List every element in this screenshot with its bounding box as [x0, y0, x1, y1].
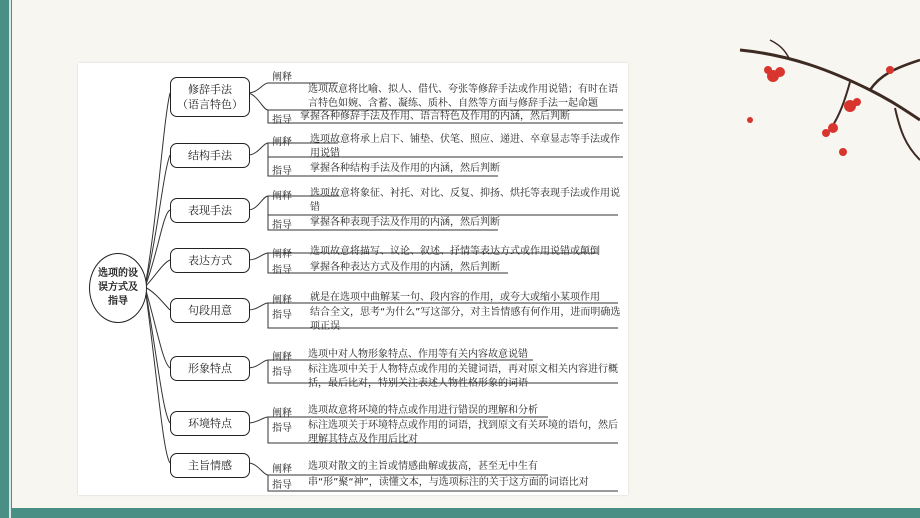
guide-label: 指导	[272, 310, 292, 321]
category-label: 环境特点	[188, 417, 232, 430]
category-rhetoric	[170, 77, 250, 117]
explain-text: 选项对散文的主旨或情感曲解或拔高，甚至无中生有	[308, 461, 538, 472]
guide-label: 指导	[272, 220, 292, 231]
guide-text: 掌握各种结构手法及作用的内涵，然后判断	[310, 163, 500, 174]
explain-label: 阐释	[272, 249, 292, 260]
category-sentence-intent	[170, 298, 250, 323]
explain-label: 阐释	[272, 72, 292, 83]
guide-text: 掌握各种表达方式及作用的内涵，然后判断	[310, 262, 500, 273]
guide-text: 掌握各种表现手法及作用的内涵，然后判断	[310, 217, 500, 228]
category-label: 形象特点	[188, 362, 232, 375]
guide-text: 串“形”聚“神”，读懂文本，与选项标注的关于这方面的词语比对	[308, 477, 589, 488]
frame-bottom-bar	[12, 508, 920, 518]
guide-label: 指导	[272, 423, 292, 434]
category-label: 结构手法	[188, 149, 232, 162]
category-label: 表达方式	[188, 254, 232, 267]
explain-text: 选项故意将环境的特点或作用进行错误的理解和分析	[308, 405, 538, 416]
category-label: 句段用意	[188, 304, 232, 317]
guide-text: 标注选项关于环境特点或作用的词语，找到原文有关环境的语句，然后理解其特点及作用后比对	[308, 420, 618, 445]
guide-label: 指导	[272, 480, 292, 491]
guide-text: 标注选项中关于人物特点或作用的关键词语，再对原文相关内容进行概括，最后比对，特别关注表述人物性格形象的词语	[308, 364, 618, 389]
explain-label: 阐释	[272, 295, 292, 306]
explain-text: 选项故意将承上启下、铺垫、伏笔、照应、递进、卒章显志等手法或作用说错	[310, 134, 620, 159]
category-structure	[170, 143, 250, 168]
category-sublabel: （语言特色）	[177, 98, 243, 111]
root-node	[89, 253, 147, 323]
explain-text: 选项中对人物形象特点、作用等有关内容故意说错	[308, 349, 528, 360]
category-environment	[170, 411, 250, 436]
plum-blossom-decoration	[730, 20, 920, 170]
explain-label: 阐释	[272, 408, 292, 419]
explain-text: 选项故意将象征、衬托、对比、反复、抑扬、烘托等表现手法或作用说错	[310, 188, 620, 213]
category-label: 表现手法	[188, 204, 232, 217]
mind-map-diagram	[78, 63, 628, 495]
explain-text: 选项故意将描写、议论、叙述、抒情等表达方式或作用说错或颠倒	[310, 246, 600, 257]
category-character	[170, 356, 250, 381]
root-label: 选项的设误方式及指导	[98, 268, 138, 307]
frame-left-bar	[0, 0, 12, 518]
explain-label: 阐释	[272, 352, 292, 363]
category-expression-technique	[170, 198, 250, 223]
category-label: 修辞手法	[188, 83, 232, 96]
guide-label: 指导	[272, 166, 292, 177]
explain-label: 阐释	[272, 464, 292, 475]
category-label: 主旨情感	[188, 459, 232, 472]
explain-label: 阐释	[272, 191, 292, 202]
guide-text: 掌握各种修辞手法及作用、语言特色及作用的内涵，然后判断	[300, 111, 570, 122]
explain-text: 就是在选项中曲解某一句、段内容的作用，或夸大或缩小某项作用	[310, 292, 600, 303]
explain-label: 阐释	[272, 137, 292, 148]
explain-text: 选项故意将比喻、拟人、借代、夸张等修辞手法或作用说错；有时在语言特色如婉、含蓄、凝练、质朴、自然等方面与修辞手法一起命题	[308, 84, 618, 109]
category-theme-emotion	[170, 453, 250, 478]
guide-label: 指导	[272, 115, 292, 126]
guide-label: 指导	[272, 367, 292, 378]
guide-label: 指导	[272, 265, 292, 276]
guide-text: 结合全文，思考“为什么”写这部分，对主旨情感有何作用，进而明确选项正误	[310, 307, 621, 332]
category-expression-mode	[170, 248, 250, 273]
